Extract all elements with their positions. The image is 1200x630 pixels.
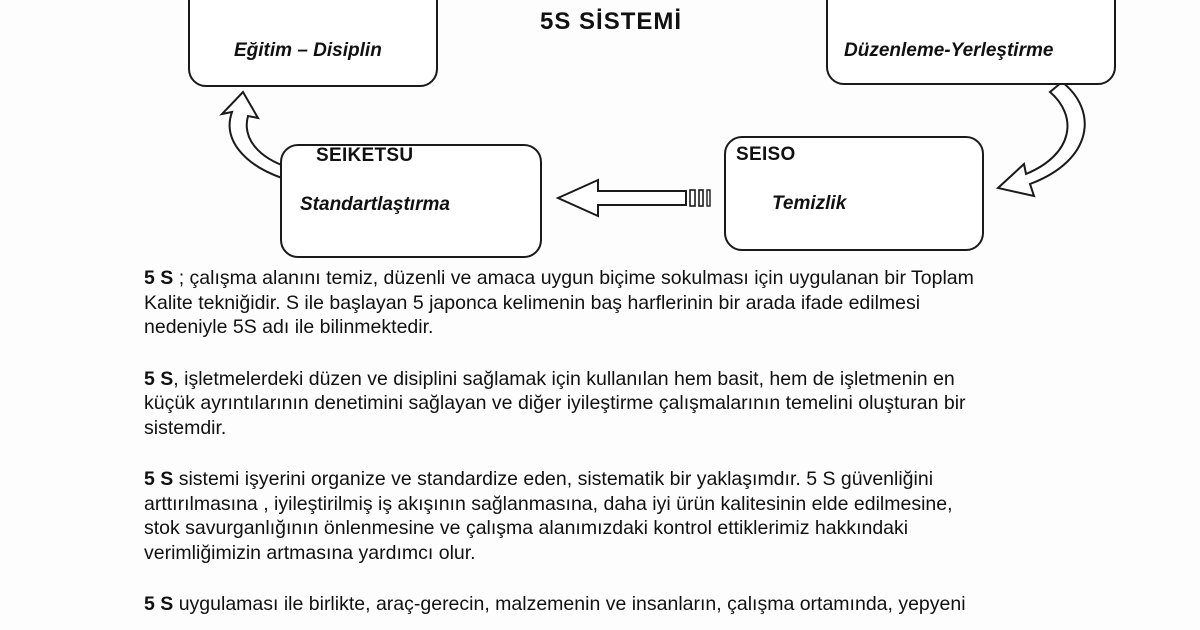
- box-meaning-seiketsu: Standartlaştırma: [300, 194, 450, 215]
- paragraph-text: uygulaması ile birlikte, araç-gerecin, malzemenin ve insanların, çalışma ortamında, yepyeni: [173, 593, 966, 615]
- body-text: [144, 266, 1144, 630]
- paragraph-lead: 5 S: [144, 468, 174, 490]
- paragraph-lead: 5 S: [144, 267, 174, 289]
- paragraph-3: [144, 467, 1144, 565]
- paragraph-line: stok savurganlığının önlenmesine ve çalışma alanımızdaki kontrol ettiklerimiz hakkındaki: [144, 517, 909, 539]
- paragraph-2: [144, 367, 1144, 441]
- paragraph-line: Kalite tekniğidir. S ile başlayan 5 japonca kelimenin baş harflerinin bir arada ifade edilmesi: [144, 291, 921, 314]
- paragraph-line: verimliğimizin artmasına yardımcı olur.: [144, 541, 476, 564]
- paragraph-line: [144, 266, 1144, 291]
- paragraph-line: [144, 367, 1144, 392]
- paragraph-lead: 5 S: [144, 367, 174, 390]
- paragraph-line: arttırılmasına , iyileştirilmiş iş akışının sağlanmasına, daha iyi ürün kalitesinin elde edilmesine,: [144, 492, 953, 515]
- box-seiso: [724, 136, 984, 251]
- box-egitim-disiplin: [188, 0, 438, 87]
- box-meaning-duzenleme: Düzenleme-Yerleştirme: [844, 40, 1054, 61]
- paragraph-line: [144, 467, 1144, 492]
- paragraph-1: [144, 266, 1144, 340]
- paragraph-text: , işletmelerdeki düzen ve disiplini sağlamak için kullanılan hem basit, hem de işletmenin en: [173, 367, 955, 390]
- paragraph-text: sistemi işyerini organize ve standardize eden, sistematik bir yaklaşımdır. 5 S güvenliğini: [173, 468, 934, 490]
- curved-arrow-right: [998, 82, 1085, 196]
- paragraph-lead: 5 S: [144, 593, 174, 615]
- diagram-title: 5S SİSTEMİ: [540, 8, 683, 35]
- paragraph-line: [144, 592, 1144, 617]
- box-code-seiso: SEISO: [736, 144, 796, 165]
- paragraph-line: nedeniyle 5S adı ile bilinmektedir.: [144, 316, 434, 338]
- paragraph-text: ; çalışma alanını temiz, düzenli ve amaca uygun biçime sokulması için uygulanan bir Toplam: [173, 267, 974, 289]
- box-meaning-seiso: Temizlik: [772, 193, 847, 214]
- box-code-seiketsu: SEIKETSU: [316, 145, 414, 166]
- box-seiketsu: [280, 144, 542, 258]
- paragraph-line: küçük ayrıntılarının denetimini sağlayan ve diğer iyileştirme çalışmalarının temelini oluşturan bir: [144, 392, 966, 414]
- box-meaning-egitim: Eğitim – Disiplin: [234, 40, 382, 61]
- paragraph-4: [144, 592, 1144, 617]
- box-duzenleme-yerlestirme: [826, 0, 1116, 85]
- paragraph-line: sistemdir.: [144, 416, 227, 439]
- straight-arrow-left: [558, 180, 710, 216]
